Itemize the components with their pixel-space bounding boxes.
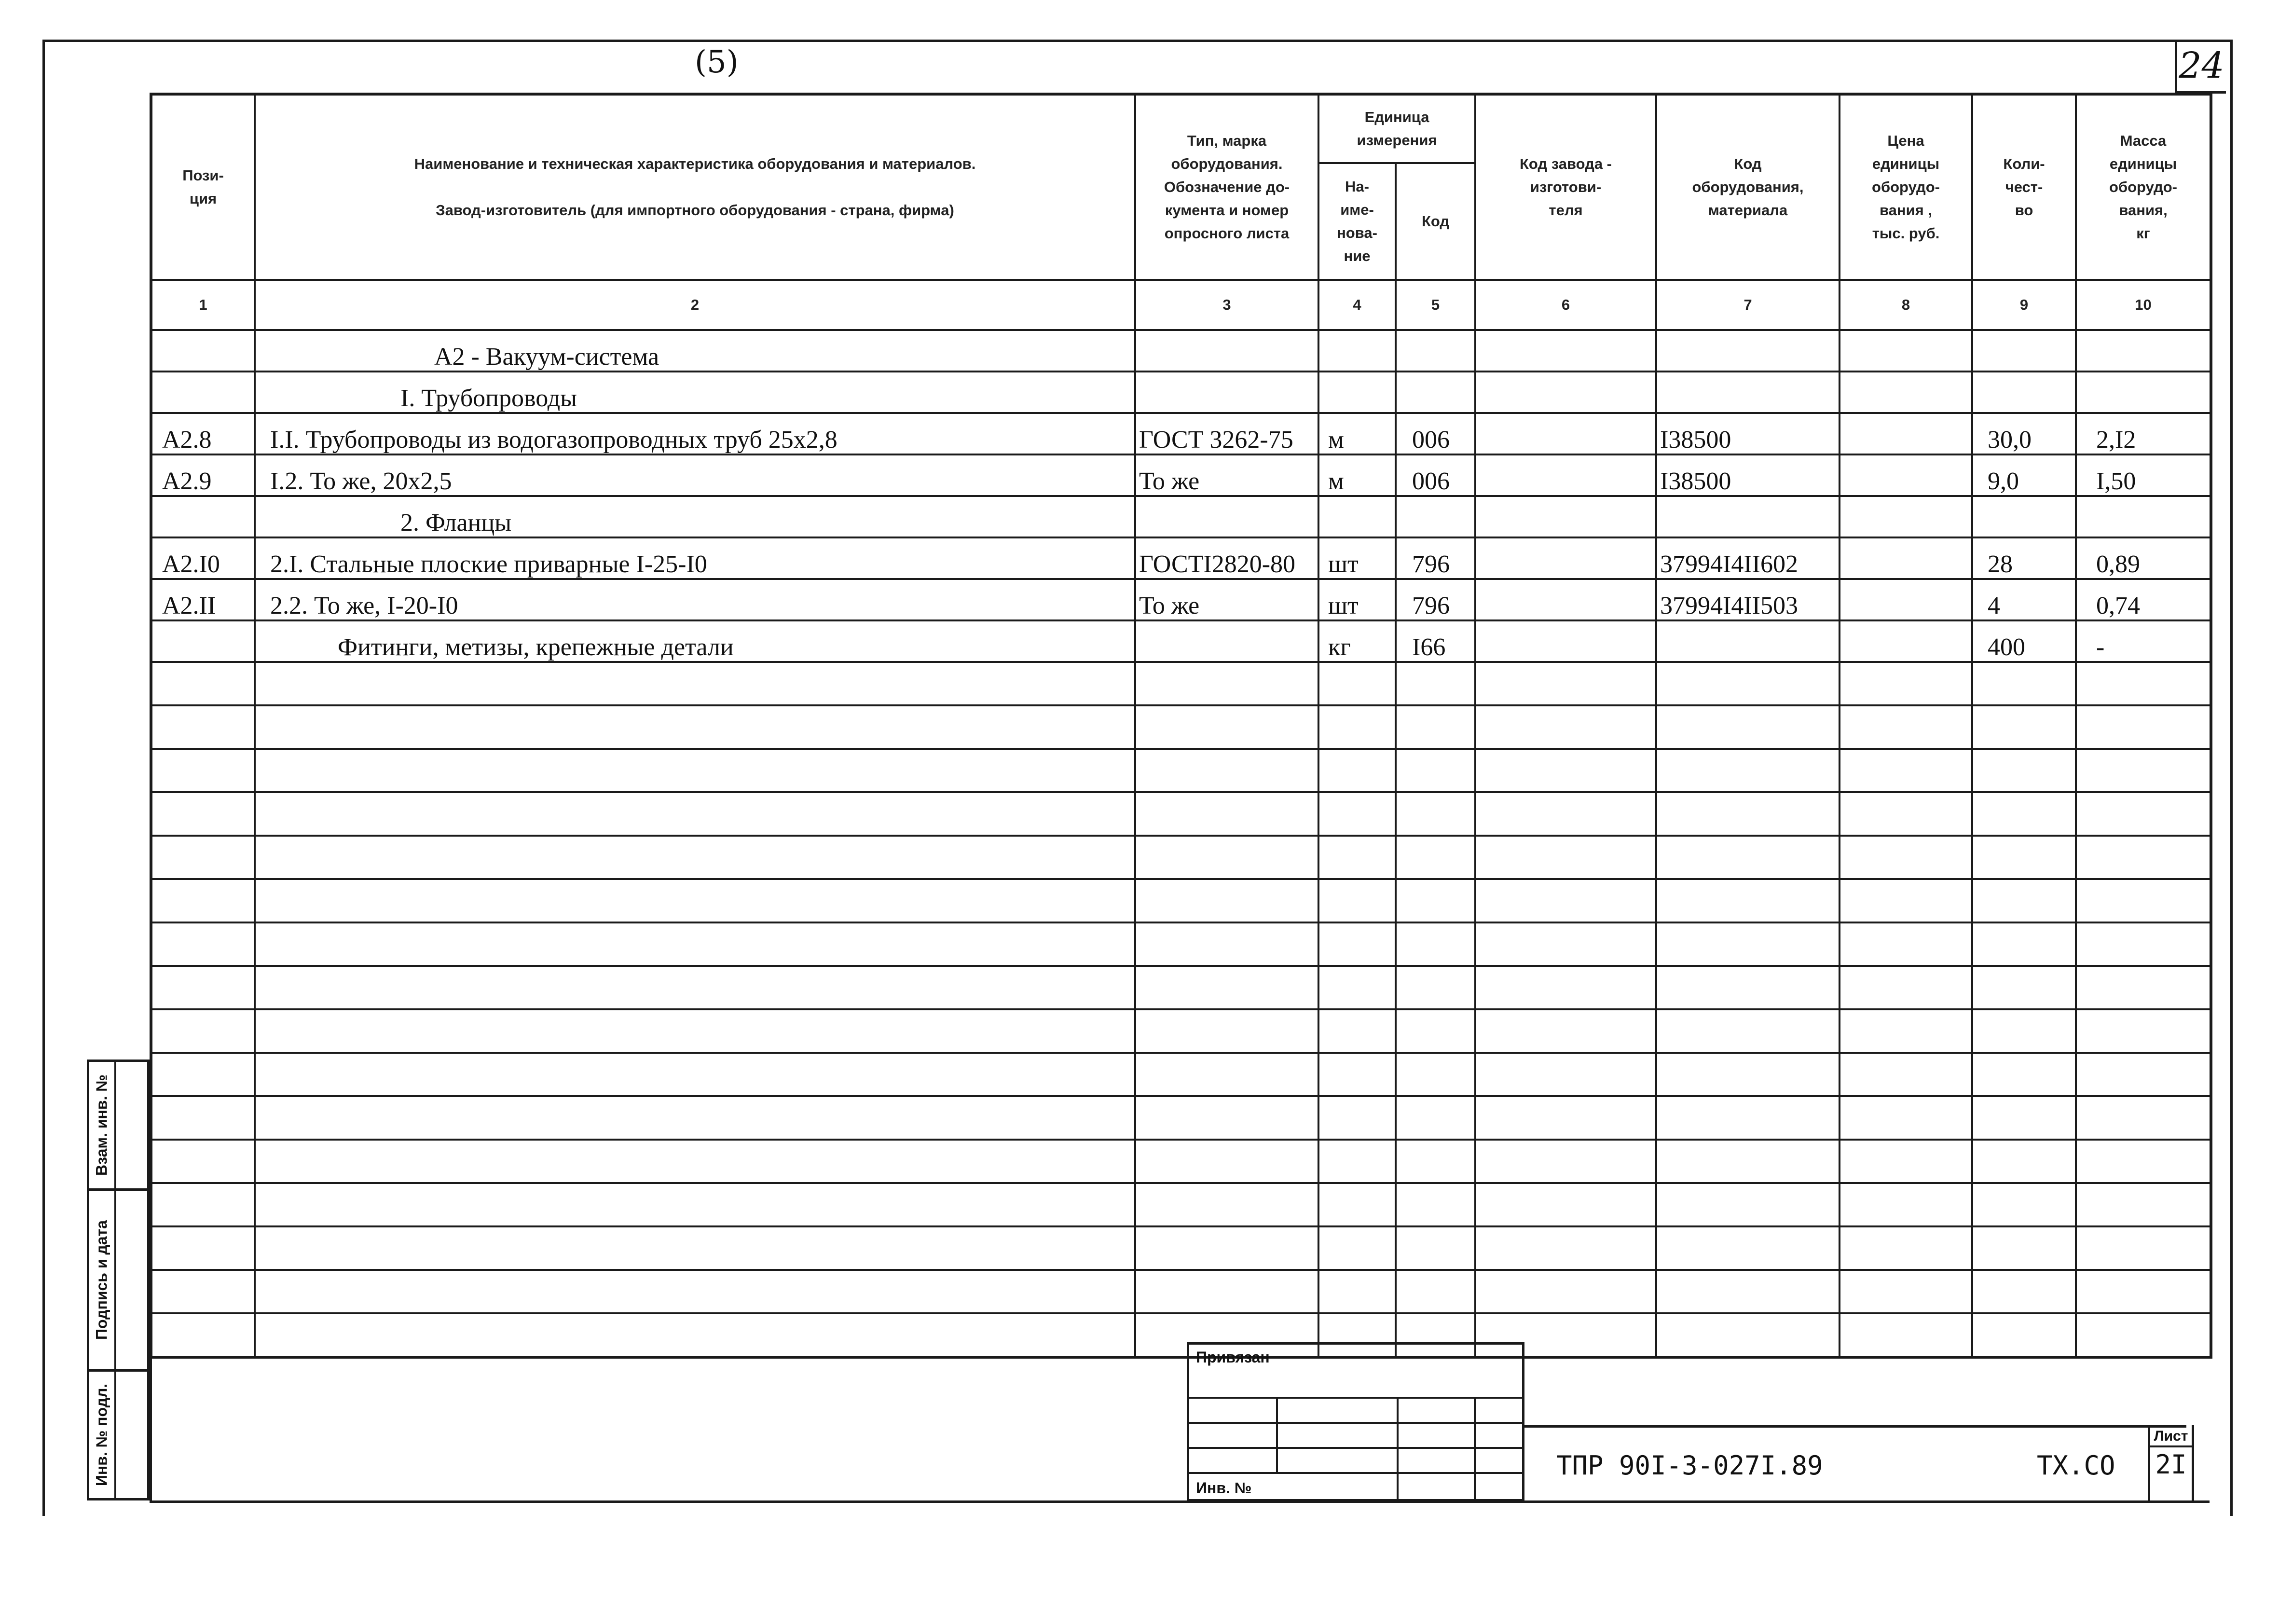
stamp-inv: Инв. №: [1196, 1479, 1252, 1497]
table-row: [151, 496, 2211, 537]
cell-factory: [1475, 579, 1656, 620]
cell-doc: То же: [1135, 579, 1318, 620]
column-number: 5: [1396, 280, 1475, 330]
cell-factory: [1475, 620, 1656, 662]
top-mark: (5): [695, 44, 739, 80]
cell-material: 37994I4II503: [1656, 579, 1840, 620]
header-unit-code: Код: [1396, 163, 1475, 280]
header-mass: Масса единицы оборудо- вания, кг: [2076, 94, 2211, 280]
cell-unit: шт: [1318, 579, 1396, 620]
table-row: [151, 413, 2211, 454]
table-row: [151, 579, 2211, 620]
empty-row: [151, 879, 2211, 922]
cell-quantity: 4: [1972, 579, 2076, 620]
empty-row: [151, 1053, 2211, 1096]
cell-unit: [1318, 496, 1396, 537]
cell-material: [1656, 330, 1840, 372]
cell-mass: 2,I2: [2076, 413, 2211, 454]
document-code: ТПР 90I-3-027I.89: [1556, 1450, 1823, 1481]
column-number: 9: [1972, 280, 2076, 330]
cell-mass: 0,74: [2076, 579, 2211, 620]
cell-name: I. Трубопроводы: [255, 372, 1135, 413]
sheet-number: 2I: [2155, 1449, 2187, 1480]
specification-table: [150, 93, 2212, 1359]
cell-price: [1840, 579, 1972, 620]
empty-row: [151, 1096, 2211, 1140]
empty-row: [151, 922, 2211, 966]
cell-name: А2 - Вакуум-система: [255, 330, 1135, 372]
cell-quantity: [1972, 496, 2076, 537]
side-box-inv: [87, 1369, 150, 1500]
cell-name: 2.I. Стальные плоские приварные I-25-I0: [255, 537, 1135, 579]
column-number: 8: [1840, 280, 1972, 330]
cell-quantity: 400: [1972, 620, 2076, 662]
cell-unit-code: I66: [1396, 620, 1475, 662]
table-row: [151, 620, 2211, 662]
cell-mass: [2076, 496, 2211, 537]
cell-material: [1656, 372, 1840, 413]
cell-mass: I,50: [2076, 454, 2211, 496]
cell-mass: [2076, 372, 2211, 413]
cell-factory: [1475, 413, 1656, 454]
bottom-border: [150, 1500, 2210, 1503]
empty-row: [151, 705, 2211, 749]
cell-position: [151, 330, 255, 372]
empty-row: [151, 1009, 2211, 1053]
cell-price: [1840, 496, 1972, 537]
cell-unit-code: 006: [1396, 454, 1475, 496]
cell-price: [1840, 330, 1972, 372]
side-label-podpis: Подпись и дата: [93, 1220, 110, 1340]
cell-material: 37994I4II602: [1656, 537, 1840, 579]
title-block-line: [1524, 1425, 2186, 1428]
header-factory-code: Код завода - изготови- теля: [1475, 94, 1656, 280]
cell-unit-code: 796: [1396, 537, 1475, 579]
empty-row: [151, 1183, 2211, 1226]
cell-doc: ГОСТ 3262-75: [1135, 413, 1318, 454]
cell-unit-code: 006: [1396, 413, 1475, 454]
cell-factory: [1475, 372, 1656, 413]
document-section: ТХ.СО: [2037, 1450, 2115, 1481]
header-unit-name: На- име- нова- ние: [1318, 163, 1396, 280]
cell-price: [1840, 454, 1972, 496]
cell-mass: [2076, 330, 2211, 372]
table-row: [151, 330, 2211, 372]
empty-row: [151, 836, 2211, 879]
empty-row: [151, 1140, 2211, 1183]
header-type: Тип, марка оборудования. Обозначение до- кумента и номер опросного листа: [1135, 94, 1318, 280]
cell-name: 2.2. То же, I-20-I0: [255, 579, 1135, 620]
cell-doc: То же: [1135, 454, 1318, 496]
cell-unit: [1318, 372, 1396, 413]
column-number: 7: [1656, 280, 1840, 330]
cell-quantity: 9,0: [1972, 454, 2076, 496]
cell-price: [1840, 537, 1972, 579]
header-name: Наименование и техническая характеристика оборудования и материалов. Завод-изготовитель (для импортного оборудования - страна, фирма): [255, 94, 1135, 280]
header-quantity: Коли- чест- во: [1972, 94, 2076, 280]
cell-price: [1840, 620, 1972, 662]
cell-unit: м: [1318, 413, 1396, 454]
cell-position: А2.9: [151, 454, 255, 496]
page-number: 24: [2175, 41, 2226, 94]
cell-position: А2.II: [151, 579, 255, 620]
side-label-inv: Инв. № подл.: [93, 1383, 110, 1486]
cell-position: А2.8: [151, 413, 255, 454]
empty-row: [151, 792, 2211, 836]
column-number: 10: [2076, 280, 2211, 330]
cell-unit-code: [1396, 330, 1475, 372]
empty-row: [151, 1313, 2211, 1357]
cell-quantity: 30,0: [1972, 413, 2076, 454]
column-number: 1: [151, 280, 255, 330]
cell-factory: [1475, 537, 1656, 579]
column-number: 6: [1475, 280, 1656, 330]
empty-row: [151, 966, 2211, 1009]
cell-material: I38500: [1656, 413, 1840, 454]
table-row: [151, 372, 2211, 413]
column-number: 2: [255, 280, 1135, 330]
cell-unit-code: 796: [1396, 579, 1475, 620]
cell-factory: [1475, 330, 1656, 372]
cell-unit: кг: [1318, 620, 1396, 662]
bottom-left-line: [150, 1317, 152, 1503]
cell-unit: [1318, 330, 1396, 372]
cell-doc: [1135, 372, 1318, 413]
cell-position: [151, 496, 255, 537]
empty-row: [151, 662, 2211, 705]
cell-position: [151, 620, 255, 662]
cell-position: А2.I0: [151, 537, 255, 579]
table-row: [151, 454, 2211, 496]
cell-material: [1656, 496, 1840, 537]
cell-quantity: [1972, 330, 2076, 372]
cell-price: [1840, 413, 1972, 454]
cell-doc: ГОСТI2820-80: [1135, 537, 1318, 579]
table-row: [151, 537, 2211, 579]
header-position: Пози- ция: [151, 94, 255, 280]
empty-row: [151, 749, 2211, 792]
cell-position: [151, 372, 255, 413]
cell-mass: 0,89: [2076, 537, 2211, 579]
side-box-vzam: [87, 1060, 150, 1191]
cell-quantity: [1972, 372, 2076, 413]
cell-material: I38500: [1656, 454, 1840, 496]
cell-factory: [1475, 454, 1656, 496]
cell-unit: шт: [1318, 537, 1396, 579]
header-price: Цена единицы оборудо- вания , тыс. руб.: [1840, 94, 1972, 280]
cell-doc: [1135, 620, 1318, 662]
cell-factory: [1475, 496, 1656, 537]
cell-name: 2. Фланцы: [255, 496, 1135, 537]
cell-name: Фитинги, метизы, крепежные детали: [255, 620, 1135, 662]
column-number: 3: [1135, 280, 1318, 330]
cell-material: [1656, 620, 1840, 662]
cell-name: I.2. То же, 20х2,5: [255, 454, 1135, 496]
header-material-code: Код оборудования, материала: [1656, 94, 1840, 280]
sheet-box: [2148, 1425, 2194, 1502]
cell-name: I.I. Трубопроводы из водогазопроводных труб 25х2,8: [255, 413, 1135, 454]
side-label-vzam: Взам. инв. №: [93, 1074, 110, 1176]
cell-unit: м: [1318, 454, 1396, 496]
cell-quantity: 28: [1972, 537, 2076, 579]
sheet-label: Лист: [2150, 1425, 2192, 1447]
cell-mass: -: [2076, 620, 2211, 662]
side-box-podpis: [87, 1188, 150, 1372]
cell-price: [1840, 372, 1972, 413]
empty-row: [151, 1270, 2211, 1313]
column-number: 4: [1318, 280, 1396, 330]
cell-unit-code: [1396, 496, 1475, 537]
cell-unit-code: [1396, 372, 1475, 413]
binding-stamp: [1187, 1342, 1524, 1501]
cell-doc: [1135, 496, 1318, 537]
empty-row: [151, 1226, 2211, 1270]
header-unit-group: Единица измерения: [1318, 94, 1475, 163]
stamp-title: Привязан: [1196, 1349, 1270, 1366]
cell-doc: [1135, 330, 1318, 372]
